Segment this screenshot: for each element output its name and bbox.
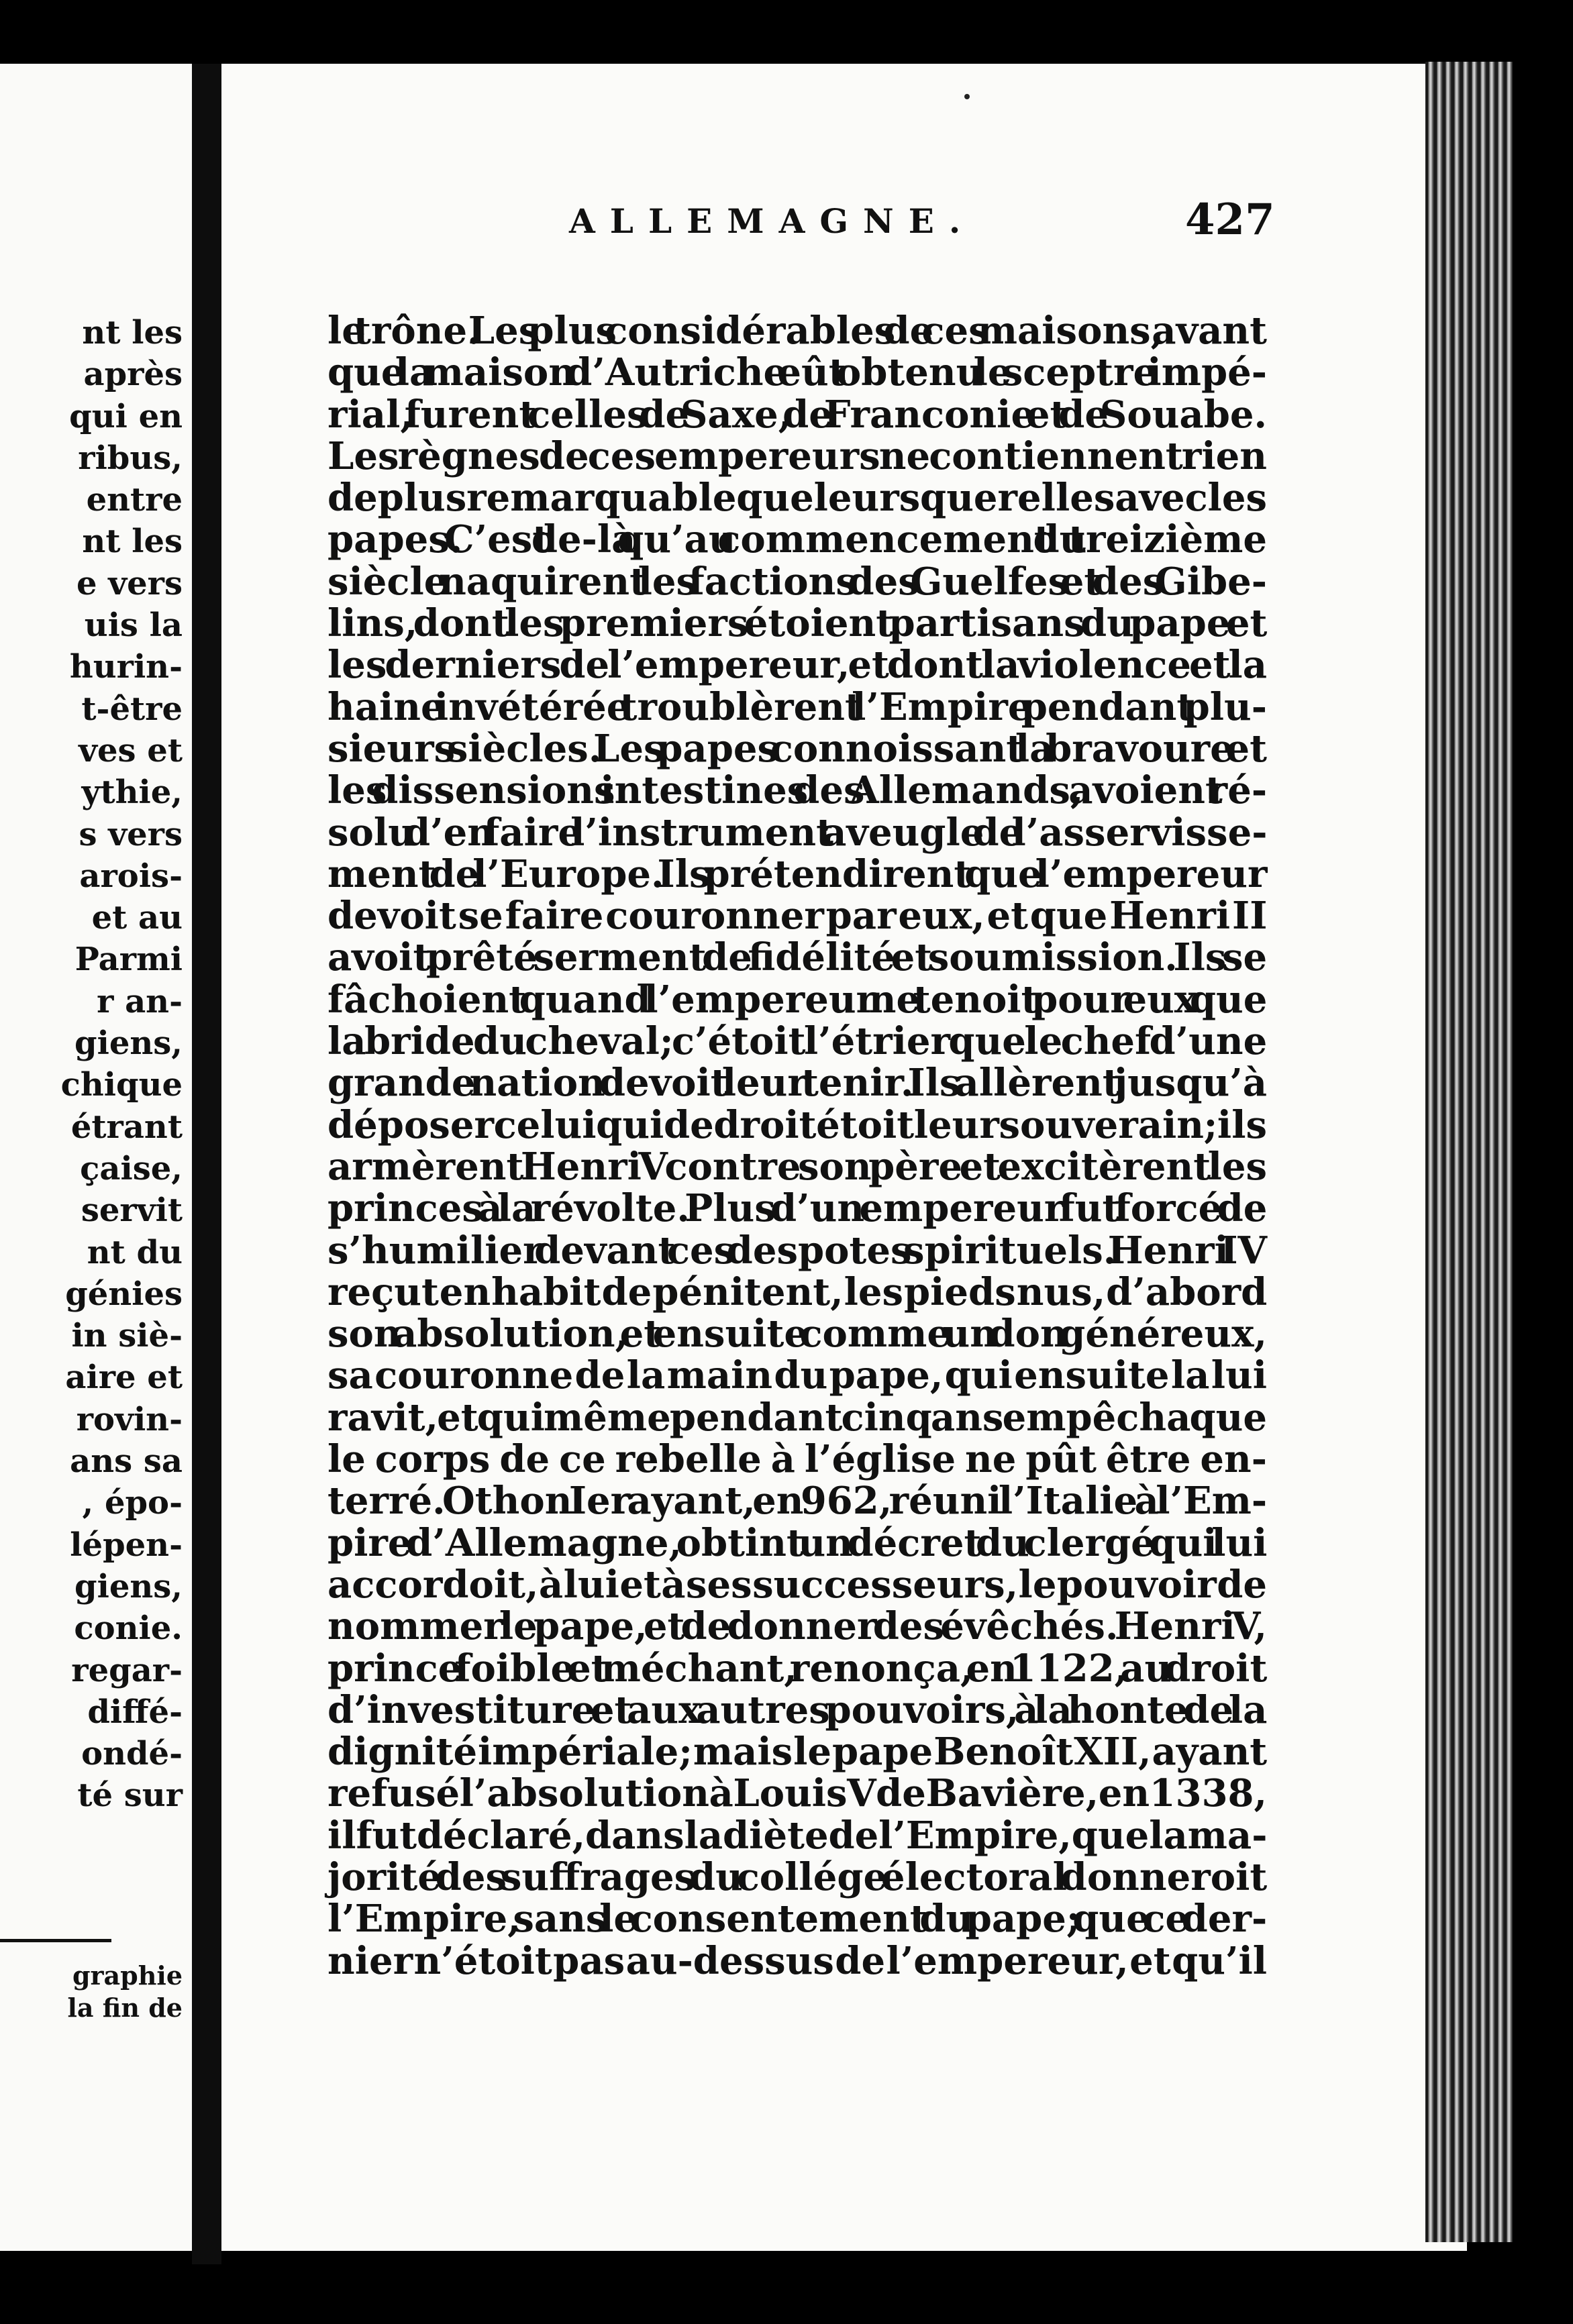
- text-line: sieurs siècles. Les papes connoissant la bravoure et: [327, 726, 1267, 771]
- text-line: ment de l’Europe. Ils prétendirent que l’empereur: [327, 851, 1268, 896]
- text-line: s’humilier devant ces despotes spirituels. Henri IV: [327, 1228, 1267, 1273]
- footnote-rule: [0, 1939, 111, 1942]
- facing-page-line: arois-: [79, 857, 183, 895]
- facing-page-line: ves et: [79, 731, 183, 770]
- text-line: de plus remarquable que leurs querelles avec les: [327, 476, 1267, 521]
- text-line: nommer le pape, et de donner des évêchés. Henri V,: [327, 1604, 1267, 1649]
- facing-page-line: étrant: [70, 1108, 183, 1146]
- facing-page-line: rovin-: [76, 1400, 183, 1438]
- facing-page-line: chique: [60, 1066, 183, 1104]
- facing-page-line: , épo-: [82, 1484, 183, 1522]
- facing-page-line: hurin-: [69, 648, 183, 686]
- text-line: jorité des suffrages du collége électoral donneroit: [327, 1854, 1268, 1899]
- text-line: sa couronne de la main du pape, qui ensuite la lui: [327, 1353, 1267, 1398]
- facing-page-line: uis la: [84, 606, 183, 645]
- facing-page-line: servit: [81, 1192, 183, 1230]
- text-line: les derniers de l’empereur, et dont la violence et la: [327, 643, 1267, 688]
- facing-page-line: in siè-: [71, 1317, 183, 1355]
- page-body-text: [327, 310, 1267, 1982]
- text-line: princes à la révolte. Plus d’un empereur fut forcé de: [327, 1186, 1268, 1231]
- facing-page-line: nt les: [82, 523, 183, 561]
- text-line: prince foible et méchant, renonça, en 1122, au droit: [327, 1646, 1268, 1691]
- facing-page-fragment: [0, 64, 192, 2251]
- text-line: papes. C’est de-là qu’au commencement du treizième: [327, 517, 1267, 562]
- facing-page-line: t-être: [81, 690, 183, 728]
- facing-page-line: nt les: [82, 314, 183, 352]
- text-line: ravit, et qui même pendant cinq ans empêcha que: [327, 1395, 1267, 1440]
- facing-page-line: ondé-: [81, 1735, 183, 1773]
- text-line: déposer celui qui de droit étoit leur souverain ; ils: [327, 1102, 1267, 1147]
- text-line: haine invétérée troublèrent l’Empire pendant plu-: [327, 684, 1267, 729]
- facing-page-line: entre: [86, 481, 183, 519]
- facing-page-line: ythie,: [81, 774, 183, 812]
- text-line: son absolution, et ensuite comme un don généreux,: [327, 1312, 1268, 1357]
- text-line: le trône. Les plus considérables de ces maisons, avant: [327, 309, 1267, 353]
- text-line: devoit se faire couronner par eux, et que Henri II: [327, 894, 1268, 939]
- text-line: solu d’en faire l’instrument aveugle de l’asservisse-: [327, 810, 1268, 855]
- facing-page-line: e vers: [77, 564, 183, 602]
- text-line: les dissensions intestines des Allemands, avoient ré-: [327, 768, 1268, 813]
- text-line: il fut déclaré, dans la diète de l’Empire, que la ma-: [327, 1813, 1268, 1858]
- facing-page-line: giens,: [74, 1567, 183, 1605]
- facing-page-line: et au: [91, 899, 183, 937]
- facing-page-line: çaise,: [80, 1149, 183, 1187]
- facing-page-line: giens,: [74, 1024, 183, 1063]
- facing-page-line: lépen-: [70, 1526, 183, 1564]
- facing-page-line: après: [83, 356, 183, 394]
- facing-page-line: ribus,: [78, 439, 183, 477]
- facing-page-line: Parmi: [74, 941, 183, 979]
- text-line: refusé l’absolution à Louis V de Bavière, en 1338,: [327, 1771, 1267, 1816]
- text-line: le corps de ce rebelle à l’église ne pût être en-: [327, 1437, 1267, 1482]
- facing-page-text: [0, 312, 183, 1817]
- text-line: accordoit, à lui et à ses successeurs, le pouvoir de: [327, 1562, 1267, 1607]
- facing-page-line: r an-: [97, 982, 183, 1020]
- text-line: pire d’Allemagne, obtint un décret du clergé qui lui: [327, 1520, 1268, 1565]
- text-line: grande nation devoit leur tenir. Ils allèrent jusqu’à: [327, 1061, 1267, 1106]
- ink-speck: [964, 94, 970, 99]
- running-head: ALLEMAGNE.: [569, 201, 976, 241]
- text-line: nier n’étoit pas au-dessus de l’empereur, et qu’il: [327, 1938, 1267, 1983]
- text-line: reçut en habit de pénitent, les pieds nus, d’abord: [327, 1269, 1268, 1314]
- footnote-line: la fin de: [67, 1993, 183, 2023]
- facing-page-line: s vers: [79, 815, 183, 853]
- text-line: siècle naquirent les factions des Guelfes et des Gibe-: [327, 559, 1267, 604]
- facing-page-line: té sur: [77, 1777, 183, 1815]
- text-line: Les règnes de ces empereurs ne contiennent rien: [327, 433, 1267, 478]
- facing-page-line: conie.: [74, 1609, 183, 1648]
- text-line: fâchoient quand l’empereur ne tenoit pour eux que: [327, 977, 1268, 1022]
- facing-page-line: diffé-: [87, 1693, 183, 1731]
- page-number: 427: [1185, 195, 1275, 245]
- facing-page-line: qui en: [69, 397, 183, 435]
- text-line: armèrent Henri V contre son père et excitèrent les: [327, 1144, 1268, 1189]
- footnote-line: graphie: [72, 1960, 183, 1991]
- text-line: lins, dont les premiers étoient partisans du pape et: [327, 601, 1268, 646]
- facing-page-line: nt du: [87, 1233, 183, 1271]
- text-line: avoit prêté serment de fidélité et soumission. Ils se: [327, 935, 1268, 980]
- page-edges: [1425, 62, 1513, 2242]
- text-line: terré. Othon Ier ayant, en 962, réuni l’Italie à l’Em-: [327, 1479, 1268, 1524]
- facing-page-footnote: [67, 1960, 183, 2024]
- facing-page-line: ans sa: [70, 1442, 183, 1481]
- facing-page-line: regar-: [71, 1651, 183, 1689]
- text-line: rial, furent celles de Saxe, de Franconie et de Souabe.: [327, 392, 1267, 437]
- text-line: que la maison d’Autriche eût obtenu le sceptre impé-: [327, 350, 1267, 395]
- text-line: d’investiture et aux autres pouvoirs, à la honte de la: [327, 1687, 1268, 1732]
- facing-page-line: génies: [65, 1275, 183, 1313]
- text-line: dignité impériale; mais le pape Benoît XII, ayant: [327, 1730, 1268, 1775]
- book-gutter: [192, 64, 221, 2264]
- facing-page-line: aire et: [65, 1359, 183, 1397]
- text-line: la bride du cheval; c’étoit l’étrier que le chef d’une: [327, 1019, 1268, 1064]
- text-line: l’Empire, sans le consentement du pape; que ce der-: [327, 1897, 1268, 1942]
